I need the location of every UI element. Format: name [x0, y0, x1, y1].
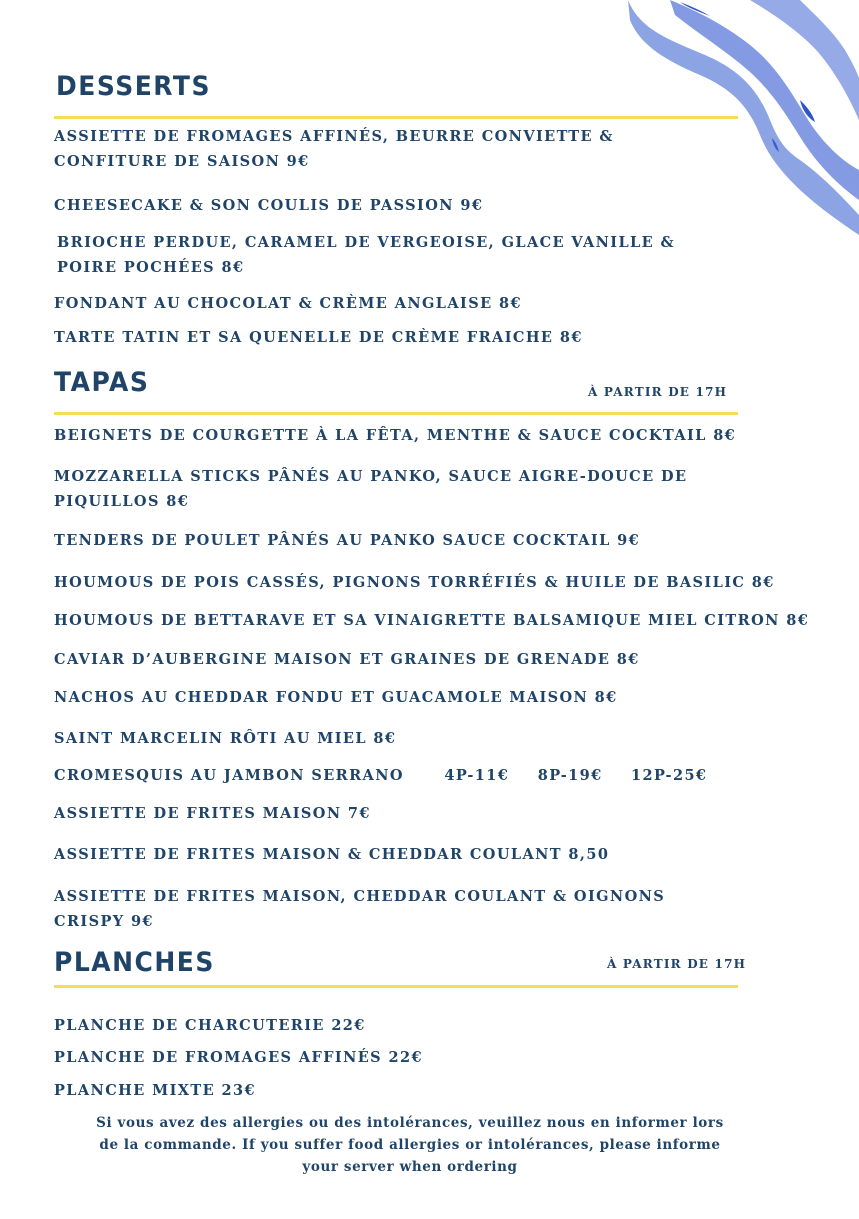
menu-item-line: CAVIAR D’AUBERGINE MAISON ET GRAINES DE GRENADE 8€ [54, 651, 640, 668]
section-divider [54, 412, 738, 415]
section-title: DESSERTS [56, 70, 211, 102]
menu-item-line: HOUMOUS DE POIS CASSÉS, PIGNONS TORRÉFIÉS & HUILE DE BASILIC 8€ [54, 574, 775, 591]
menu-item-line: MOZZARELLA STICKS PÂNÉS AU PANKO, SAUCE AIGRE-DOUCE DE [54, 468, 688, 485]
menu-item [54, 801, 371, 826]
menu-item-line: SAINT MARCELIN RÔTI AU MIEL 8€ [54, 730, 397, 747]
menu-item-line: CONFITURE DE SAISON 9€ [54, 153, 310, 170]
menu-item-line: PLANCHE MIXTE 23€ [54, 1082, 256, 1099]
menu-item-line: PLANCHE DE CHARCUTERIE 22€ [54, 1017, 366, 1034]
menu-item [54, 570, 775, 595]
menu-item [54, 291, 522, 316]
menu-item-line: NACHOS AU CHEDDAR FONDU ET GUACAMOLE MAISON 8€ [54, 689, 618, 706]
price-12p: 12P-25€ [631, 767, 708, 784]
menu-item [54, 1078, 256, 1103]
menu-item [54, 842, 609, 867]
blue-brushstroke-icon [600, 0, 859, 240]
allergy-notice [60, 1112, 760, 1178]
menu-item [54, 423, 736, 448]
menu-item-line: CROMESQUIS AU JAMBON SERRANO [54, 767, 404, 784]
menu-item-cromesquis [54, 763, 729, 788]
section-title: PLANCHES [54, 946, 215, 978]
menu-item-line: CHEESECAKE & SON COULIS DE PASSION 9€ [54, 197, 484, 214]
menu-item-line: ASSIETTE DE FRITES MAISON 7€ [54, 805, 371, 822]
allergy-notice-line: Si vous avez des allergies ou des intolérances, veuillez nous en informer lors [96, 1115, 724, 1131]
menu-item-line: ASSIETTE DE FROMAGES AFFINÉS, BEURRE CONVIETTE & [54, 128, 614, 145]
menu-item [54, 464, 687, 514]
section-divider [54, 985, 738, 988]
menu-item-line: TARTE TATIN ET SA QUENELLE DE CRÈME FRAICHE 8€ [54, 329, 583, 346]
menu-item-line: PIQUILLOS 8€ [54, 493, 190, 510]
menu-item [54, 685, 618, 710]
menu-item [54, 1045, 423, 1070]
menu-item-line: FONDANT AU CHOCOLAT & CRÈME ANGLAISE 8€ [54, 295, 522, 312]
menu-item [54, 608, 809, 633]
menu-item-line: TENDERS DE POULET PÂNÉS AU PANKO SAUCE COCKTAIL 9€ [54, 532, 641, 549]
menu-item [54, 647, 640, 672]
menu-item [57, 230, 675, 280]
menu-item-line: BRIOCHE PERDUE, CARAMEL DE VERGEOISE, GLACE VANILLE & [57, 234, 676, 251]
menu-item [54, 1013, 366, 1038]
allergy-notice-line: your server when ordering [302, 1159, 518, 1175]
price-4p: 4P-11€ [444, 767, 510, 784]
menu-item-line: PLANCHE DE FROMAGES AFFINÉS 22€ [54, 1049, 423, 1066]
section-divider [54, 116, 738, 119]
menu-item-line: ASSIETTE DE FRITES MAISON, CHEDDAR COULANT & OIGNONS [54, 888, 666, 905]
portion-prices [444, 767, 729, 784]
menu-item [54, 124, 614, 174]
menu-item-line: POIRE POCHÉES 8€ [57, 259, 245, 276]
section-time-note: À PARTIR DE 17H [588, 385, 728, 399]
menu-item [54, 528, 640, 553]
menu-item-line: CRISPY 9€ [54, 913, 154, 930]
allergy-notice-line: de la commande. If you suffer food allergies or intolérances, please informe [99, 1137, 721, 1153]
menu-item [54, 726, 396, 751]
menu-item-line: HOUMOUS DE BETTARAVE ET SA VINAIGRETTE BALSAMIQUE MIEL CITRON 8€ [54, 612, 810, 629]
section-title: TAPAS [54, 366, 150, 398]
menu-item [54, 884, 665, 934]
menu-item [54, 325, 583, 350]
section-time-note: À PARTIR DE 17H [607, 957, 747, 971]
menu-item [54, 193, 483, 218]
price-8p: 8P-19€ [537, 767, 603, 784]
menu-item-line: ASSIETTE DE FRITES MAISON & CHEDDAR COULANT 8,50 [54, 846, 610, 863]
menu-item-line: BEIGNETS DE COURGETTE À LA FÊTA, MENTHE & SAUCE COCKTAIL 8€ [54, 427, 737, 444]
